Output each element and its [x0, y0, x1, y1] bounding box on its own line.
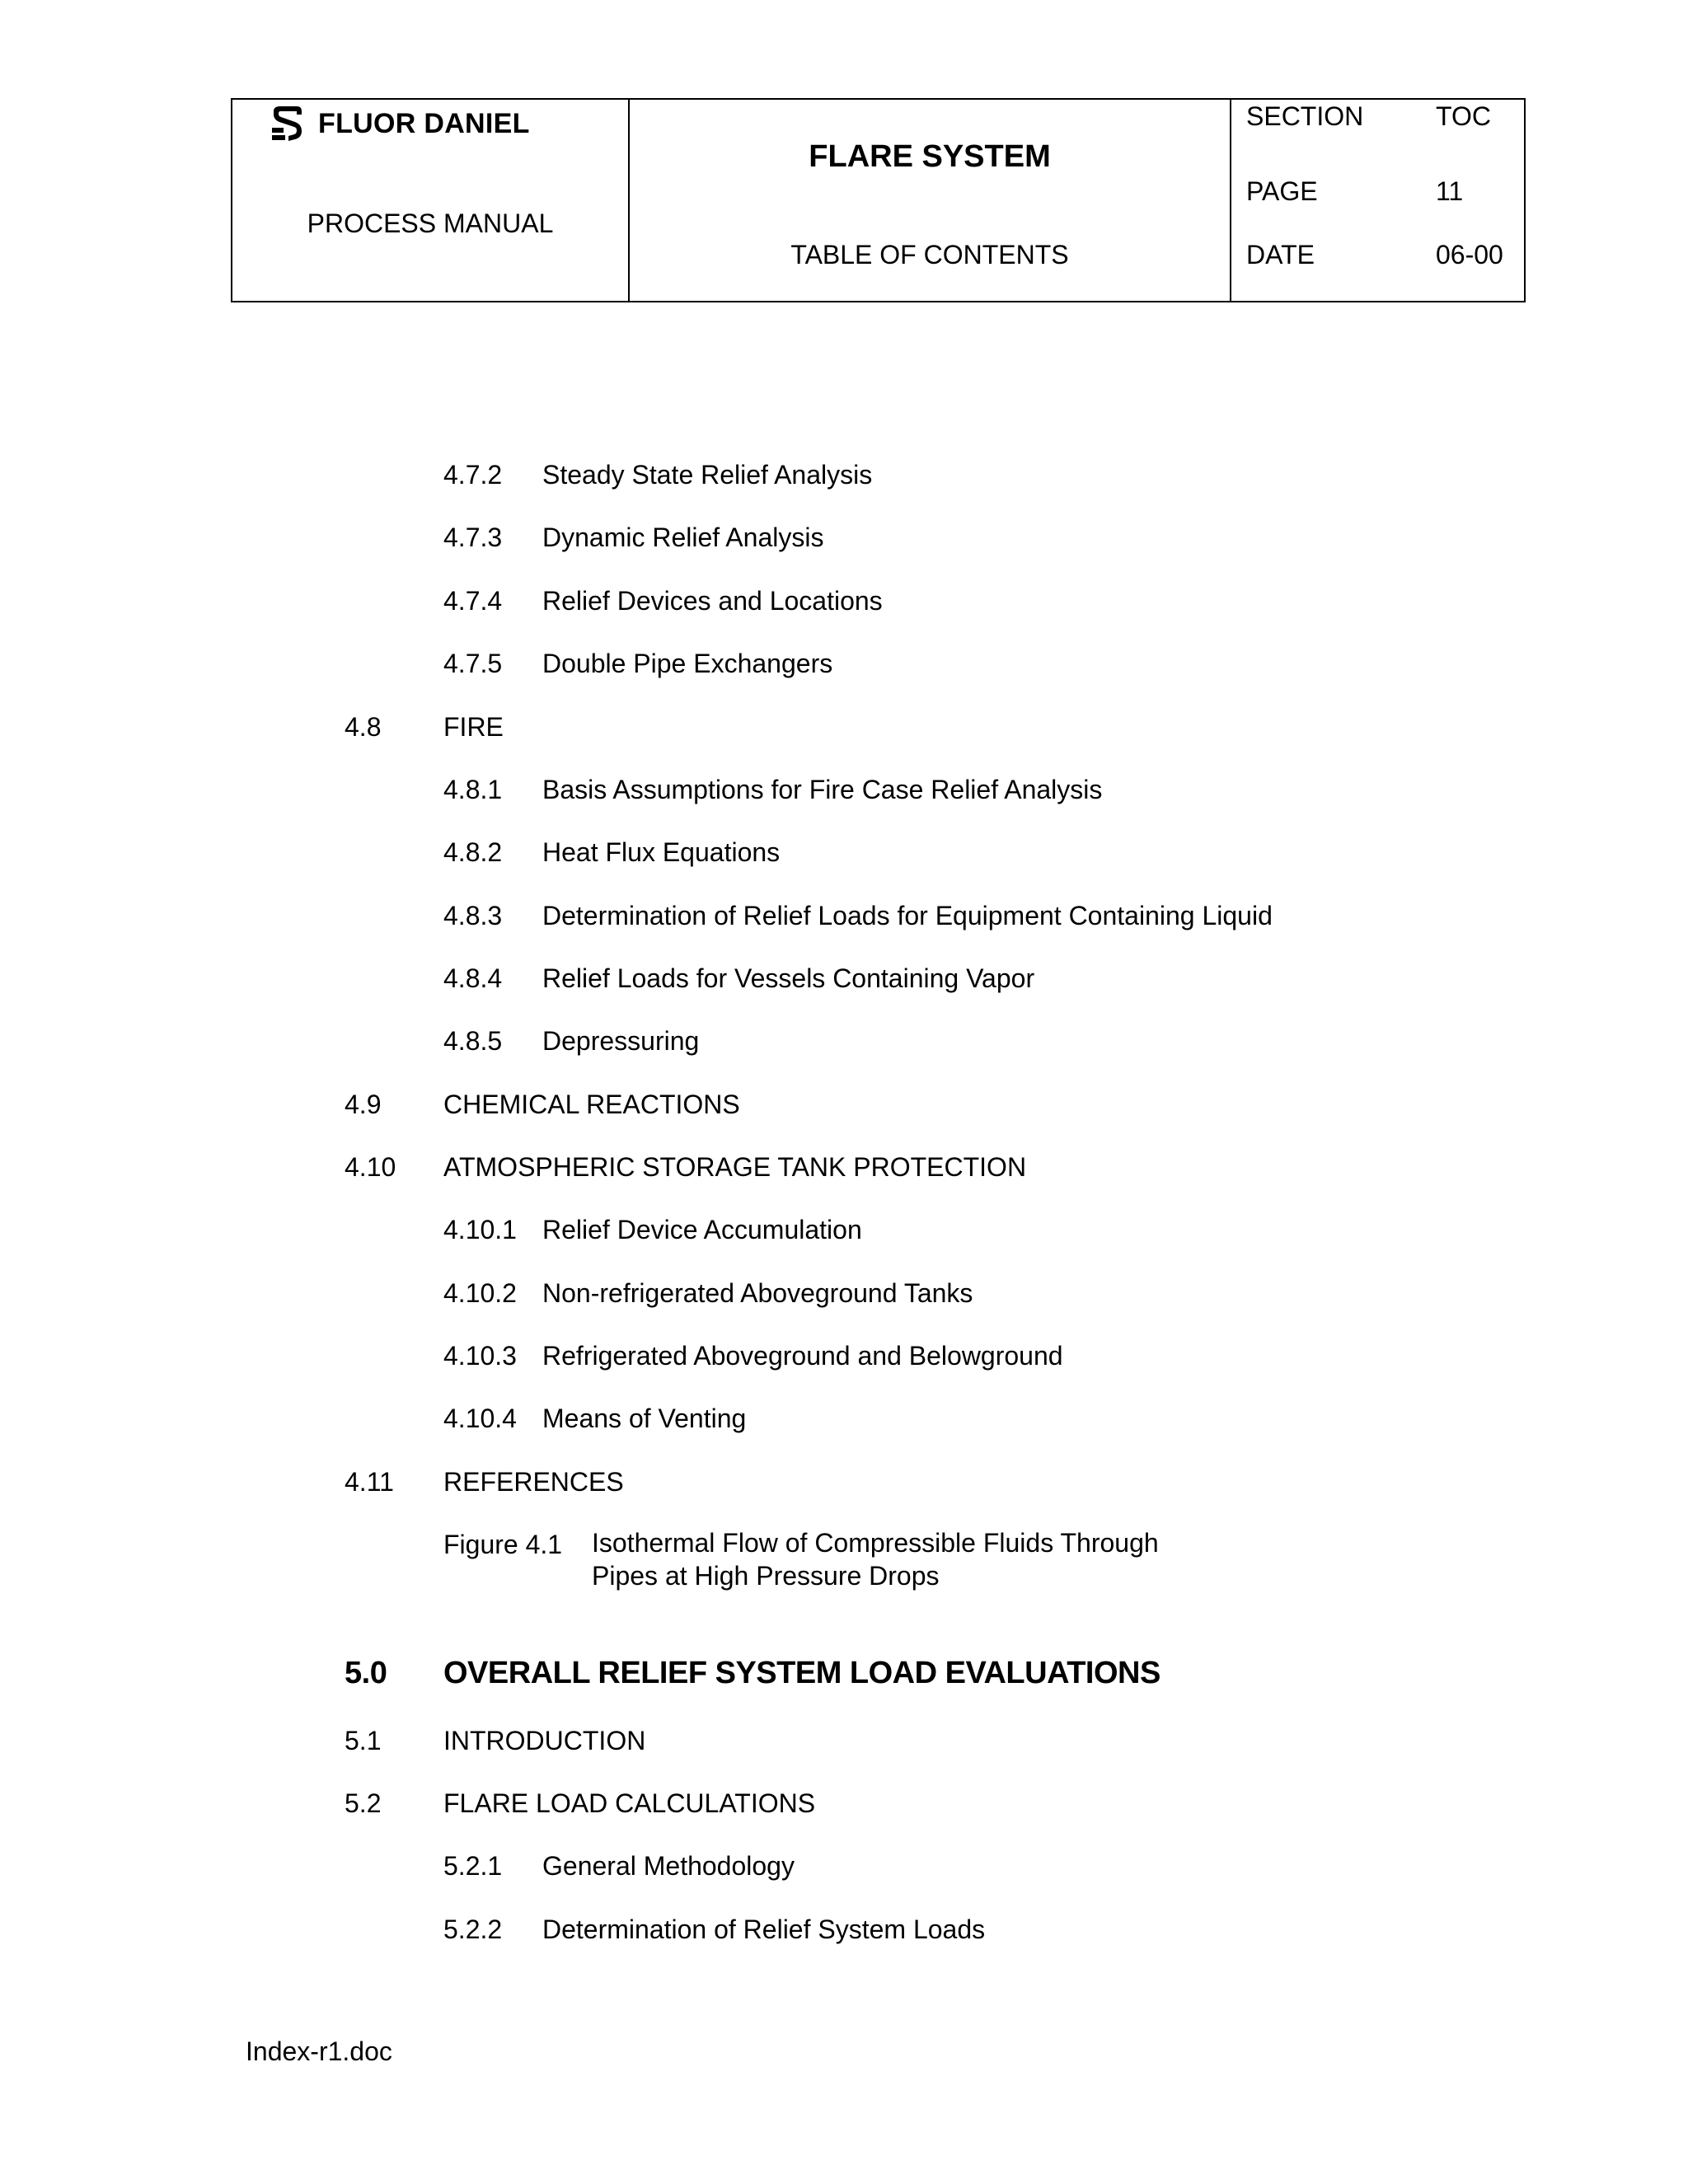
process-manual-label: PROCESS MANUAL — [307, 209, 554, 238]
date-label: DATE — [1246, 240, 1315, 269]
toc-entry-number: 5.1 — [345, 1726, 382, 1755]
fluor-daniel-logo-icon — [269, 105, 305, 143]
toc-entry-number: 4.8.2 — [443, 837, 503, 867]
toc-entry-title: Relief Loads for Vessels Containing Vapor — [542, 963, 1035, 993]
toc-entry-title: Relief Devices and Locations — [542, 586, 883, 616]
toc-entry-number: 4.8.5 — [443, 1026, 503, 1056]
toc-entry-number: 4.11 — [345, 1467, 394, 1497]
toc-entry-number: 5.2.2 — [443, 1915, 503, 1944]
toc-entry-number: 4.8 — [345, 712, 382, 742]
toc-entry-title: ATMOSPHERIC STORAGE TANK PROTECTION — [443, 1152, 1027, 1182]
toc-entry-title: Determination of Relief System Loads — [542, 1915, 986, 1944]
figure-title-line2: Pipes at High Pressure Drops — [592, 1561, 940, 1591]
company-name: FLUOR DANIEL — [318, 107, 530, 139]
toc-entry-number: 4.10.3 — [443, 1341, 517, 1371]
page-value: 11 — [1436, 176, 1464, 206]
toc-entry-title: Steady State Relief Analysis — [542, 460, 873, 490]
toc-entry-number: 4.8.4 — [443, 963, 503, 993]
footer-filename: Index-r1.doc — [246, 2036, 392, 2066]
toc-entry-title: Dynamic Relief Analysis — [542, 523, 824, 552]
toc-entry-title: Relief Device Accumulation — [542, 1215, 862, 1244]
section-heading-number: 5.0 — [345, 1656, 387, 1690]
toc-entry-number: 4.7.2 — [443, 460, 503, 490]
header-table — [231, 98, 1526, 302]
toc-entry-title: Means of Venting — [542, 1404, 747, 1433]
figure-number: Figure 4.1 — [443, 1530, 563, 1559]
toc-entry-title: Double Pipe Exchangers — [542, 649, 833, 678]
toc-entry-title: CHEMICAL REACTIONS — [443, 1090, 740, 1119]
toc-entry-number: 4.10.4 — [443, 1404, 517, 1433]
toc-entry-title: FLARE LOAD CALCULATIONS — [443, 1788, 816, 1818]
toc-entry-number: 4.10.2 — [443, 1278, 517, 1308]
toc-entry-title: Heat Flux Equations — [542, 837, 781, 867]
toc-entry-number: 4.8.1 — [443, 775, 503, 804]
toc-entry-number: 4.7.5 — [443, 649, 503, 678]
date-value: 06-00 — [1436, 240, 1503, 269]
section-label: SECTION — [1246, 101, 1364, 131]
header-company-cell — [232, 100, 628, 301]
toc-entry-number: 4.10 — [345, 1152, 396, 1182]
toc-entry-title: Determination of Relief Loads for Equipment Containing Liquid — [542, 901, 1273, 930]
toc-entry-title: INTRODUCTION — [443, 1726, 646, 1755]
toc-entry-number: 4.7.3 — [443, 523, 503, 552]
section-heading-title: OVERALL RELIEF SYSTEM LOAD EVALUATIONS — [443, 1656, 1160, 1690]
toc-entry-number: 4.9 — [345, 1090, 382, 1119]
toc-entry-title: FIRE — [443, 712, 504, 742]
header-title-cell — [628, 100, 1231, 301]
header-meta-cell — [1231, 100, 1524, 301]
toc-entry-title: Non-refrigerated Aboveground Tanks — [542, 1278, 973, 1308]
figure-title-line1: Isothermal Flow of Compressible Fluids Through — [592, 1528, 1159, 1558]
document-title: FLARE SYSTEM — [809, 139, 1051, 174]
toc-entry-title: Depressuring — [542, 1026, 700, 1056]
document-subtitle: TABLE OF CONTENTS — [790, 240, 1069, 269]
toc-entry-number: 5.2.1 — [443, 1851, 503, 1881]
toc-entry-number: 5.2 — [345, 1788, 382, 1818]
section-value: TOC — [1436, 101, 1491, 131]
toc-entry-title: General Methodology — [542, 1851, 795, 1881]
toc-entry-number: 4.10.1 — [443, 1215, 517, 1244]
page-label: PAGE — [1246, 176, 1318, 206]
company-logo-group — [269, 105, 530, 143]
toc-entry-title: Refrigerated Aboveground and Belowground — [542, 1341, 1063, 1371]
toc-entry-title: REFERENCES — [443, 1467, 624, 1497]
toc-entry-number: 4.7.4 — [443, 586, 503, 616]
toc-entry-title: Basis Assumptions for Fire Case Relief Analysis — [542, 775, 1103, 804]
toc-entry-number: 4.8.3 — [443, 901, 503, 930]
